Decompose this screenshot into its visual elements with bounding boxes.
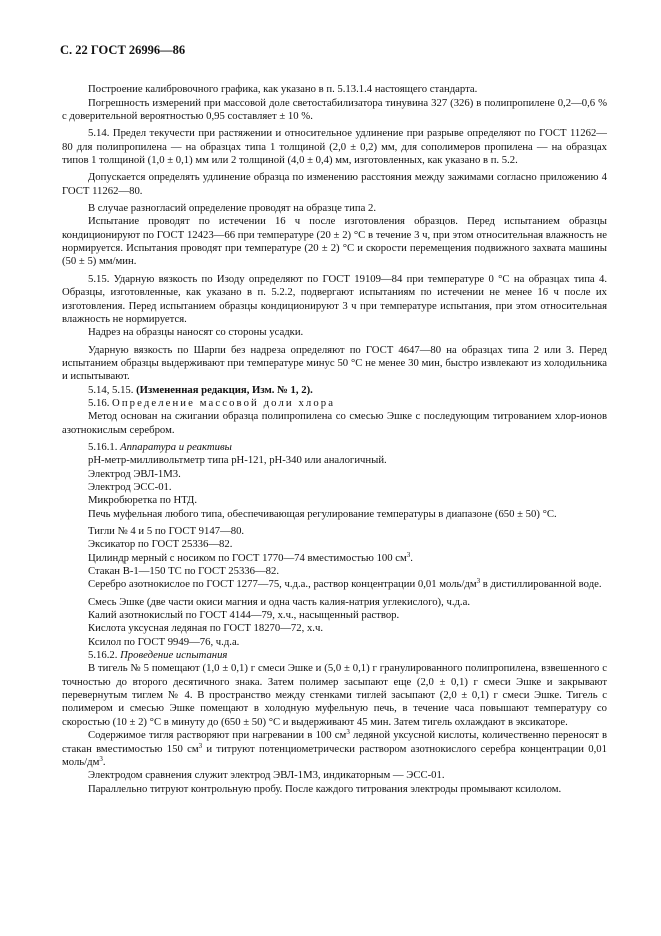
paragraph <box>62 127 607 167</box>
paragraph <box>62 441 607 454</box>
paragraph <box>62 397 607 410</box>
text-run: . <box>410 551 413 564</box>
text-run: 5.14. Предел текучести при растяжении и относительное удлинение при разрыве определяют по ГОСТ 11262—80 для полипропилена — на образцах типа 1 толщиной (2,0 ± 0,2) мм, для сополимеров пропилена — на образцах типов 1 толщиной (1,0 ± 0,1) мм или 2 толщиной (4,0 ± 0,4) мм, изготовленных, как указано в п. 5.2. <box>62 127 607 167</box>
paragraph <box>62 649 607 662</box>
paragraph <box>62 783 607 796</box>
document-body <box>62 83 607 796</box>
paragraph <box>62 729 607 769</box>
text-run: В тигель № 5 помещают (1,0 ± 0,1) г смеси Эшке и (5,0 ± 0,1) г гранулированного полипропилена, взвешенного с точностью до второго десятичного знака. Затем полимер засыпают еще (2,0 ± 0,1) г смеси Эшке и закрывают перевернутым тиглем № 4. В пространство между стенками тиглей засыпают (2,0 ± 0,1) г смеси Эшке. Тигель с полимером и смесью Эшке помещают в холодную муфельную печь, в течение часа повышают температуру со скоростью (10 ± 2) °С в минуту до (650 ± 50) °С и выдерживают 45 мин. Затем тигель охлаждают в эксикаторе. <box>62 662 607 728</box>
text-run: ледяной уксусной кислоты, количественно переносят в стакан вместимостью 150 см <box>62 729 607 755</box>
paragraph <box>62 538 607 551</box>
subsection-heading: Аппаратура и реактивы <box>120 440 232 453</box>
paragraph <box>62 468 607 481</box>
text-run: 5.16.1. <box>88 440 121 453</box>
text-run: в дистиллированной воде. <box>480 578 602 591</box>
paragraph <box>62 769 607 782</box>
paragraph <box>62 481 607 494</box>
text-run: 5.14, 5.15. <box>88 383 137 396</box>
document-page <box>62 44 607 796</box>
text-run: Содержимое тигля растворяют при нагревании в 100 см <box>88 729 347 742</box>
text-run: Тигли № 4 и 5 по ГОСТ 9147—80. <box>88 525 245 537</box>
section-heading: Определение массовой доли хлора <box>112 396 336 409</box>
text-run: 5.16. <box>88 396 113 409</box>
text-run: Допускается определять удлинение образца по изменению расстояния между зажимами согласно приложению 4 ГОСТ 11262—80. <box>62 171 607 197</box>
superscript: 3 <box>198 741 203 750</box>
paragraph <box>62 454 607 467</box>
text-run: Эксикатор по ГОСТ 25336—82. <box>88 538 233 551</box>
text-run: Электрод ЭВЛ-1М3. <box>88 467 181 480</box>
paragraph <box>62 83 607 96</box>
text-run: Микробюретка по НТД. <box>88 494 197 507</box>
paragraph <box>62 636 607 649</box>
paragraph <box>62 622 607 635</box>
paragraph <box>62 552 607 565</box>
text-run: . <box>102 755 106 768</box>
paragraph <box>62 494 607 507</box>
paragraph <box>62 215 607 268</box>
paragraph <box>62 596 607 609</box>
paragraph <box>62 565 607 578</box>
revision-note: (Измененная редакция, Изм. № 1, 2). <box>136 383 313 396</box>
text-run: Параллельно титруют контрольную пробу. После каждого титрования электроды промывают ксилолом. <box>88 782 562 795</box>
text-run: Цилиндр мерный с носиком по ГОСТ 1770—74 вместимостью 100 см <box>88 551 407 564</box>
text-run: Испытание проводят по истечении 16 ч после изготовления образцов. Перед испытанием образцы кондиционируют по ГОСТ 12423—66 при температуре (20 ± 2) °С в течение 3 ч, при этом относительная влажность не нормируется. Испытания проводят при температуре (20 ± 2) °С и скорости перемещения подвижного захвата машины (50 ± 5) мм/мин. <box>62 215 607 268</box>
paragraph <box>62 578 607 591</box>
subsection-heading: Проведение испытания <box>120 649 228 662</box>
text-run: Построение калибровочного графика, как указано в п. 5.13.1.4 настоящего стандарта. <box>88 83 478 96</box>
text-run: Надрез на образцы наносят со стороны усадки. <box>88 326 304 339</box>
superscript: 3 <box>99 754 103 763</box>
text-run: 5.15. Ударную вязкость по Изоду определяют по ГОСТ 19109—84 при температуре 0 °С на образцах типа 4. Образцы, изготовленные, как указано в п. 5.2.2, подвергают испытаниям по истечении не менее 16 ч после их изготовления. Перед испытанием образцы кондиционируют 3 ч при температуре испытания, при этом относительная влажность не нормируется. <box>62 272 607 325</box>
text-run: 5.16.2. <box>88 649 121 662</box>
text-run: Печь муфельная любого типа, обеспечивающая регулирование температуры в диапазоне (650 ± 50) °С. <box>88 507 557 520</box>
page-header: С. 22 ГОСТ 26996—86 <box>60 43 186 57</box>
text-run: Ударную вязкость по Шарпи без надреза определяют по ГОСТ 4647—80 на образцах типа 2 или 3. Перед испытанием образцы выдерживают при температуре минус 50 °С не менее 30 мин, быстро извлекают из холодильника и испытывают. <box>62 343 607 383</box>
text-run: Ксилол по ГОСТ 9949—76, ч.д.а. <box>88 635 240 648</box>
text-run: Смесь Эшке (две части окиси магния и одна часть калия-натрия углекислого), ч.д.а. <box>88 595 471 608</box>
text-run: Серебро азотнокислое по ГОСТ 1277—75, ч.д.а., раствор концентрации 0,01 моль/дм <box>88 578 477 591</box>
text-run: и титруют потенциометрически раствором азотнокислого серебра концентрации 0,01 моль/дм <box>62 742 607 768</box>
superscript: 3 <box>346 728 350 737</box>
paragraph <box>62 508 607 521</box>
text-run: рН-метр-милливольтметр типа рН-121, рН-340 или аналогичный. <box>88 454 387 467</box>
superscript: 3 <box>406 550 411 559</box>
paragraph <box>62 410 607 437</box>
paragraph <box>62 97 607 124</box>
text-run: Стакан В-1—150 ТС по ГОСТ 25336—82. <box>88 565 280 578</box>
text-run: Метод основан на сжигании образца полипропилена со смесью Эшке с последующим титрованием хлор-ионов азотнокислым серебром. <box>62 410 607 436</box>
text-run: Калий азотнокислый по ГОСТ 4144—79, х.ч., насыщенный раствор. <box>88 609 400 622</box>
paragraph <box>62 273 607 326</box>
superscript: 3 <box>476 577 481 586</box>
paragraph <box>62 326 607 339</box>
paragraph <box>62 609 607 622</box>
paragraph <box>62 171 607 198</box>
text-run: Погрешность измерений при массовой доле светостабилизатора тинувина 327 (326) в полипропилене 0,2—0,6 % с доверительной вероятностью 0,95 составляет ± 10 %. <box>62 96 607 123</box>
paragraph <box>62 202 607 215</box>
text-run: Кислота уксусная ледяная по ГОСТ 18270—72, х.ч. <box>88 622 324 635</box>
text-run: Электродом сравнения служит электрод ЭВЛ-1М3, индикаторным — ЭСС-01. <box>88 769 445 782</box>
paragraph <box>62 525 607 538</box>
paragraph <box>62 662 607 729</box>
paragraph <box>62 344 607 384</box>
paragraph <box>62 384 607 397</box>
text-run: Электрод ЭСС-01. <box>88 480 172 493</box>
text-run: В случае разногласий определение проводят на образце типа 2. <box>88 202 377 215</box>
